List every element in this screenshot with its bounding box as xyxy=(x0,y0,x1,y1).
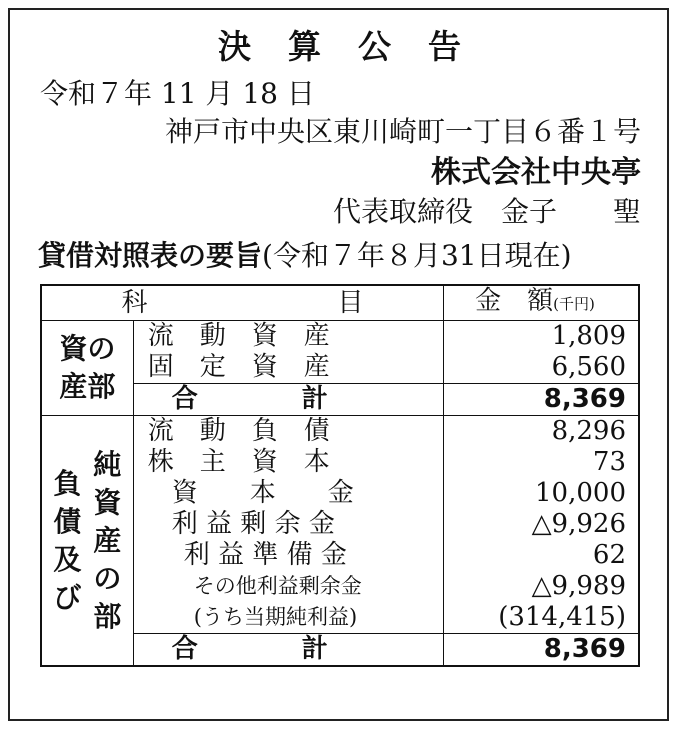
row-name: 合 計 xyxy=(133,384,443,416)
company-name: 株式会社中央亭 xyxy=(431,155,641,190)
row-name: 固 定 資 産 xyxy=(133,352,443,384)
header-item-right: 目 xyxy=(337,287,364,318)
row-value: 6,560 xyxy=(551,352,626,382)
row-name: 株 主 資 本 xyxy=(133,447,443,478)
row-name: 流 動 資 産 xyxy=(133,321,443,353)
row-value: 1,809 xyxy=(551,321,626,351)
assets-section-label: 資の 産部 xyxy=(41,321,133,416)
row-value: △9,989 xyxy=(531,571,626,601)
row-value: 73 xyxy=(592,447,626,477)
row-value: 8,369 xyxy=(444,384,639,416)
subtitle-main: 貸借対照表の要旨 xyxy=(38,239,263,272)
row-value: 8,369 xyxy=(444,634,639,667)
row-value: 8,296 xyxy=(444,416,639,448)
row-name: 流 動 負 債 xyxy=(133,416,443,448)
header-amount: 金 額(千円) xyxy=(444,285,639,321)
header-unit: (千円) xyxy=(553,295,595,313)
row-value: (314,415) xyxy=(498,602,626,632)
row-name: その他利益剰余金 xyxy=(133,571,443,602)
subtitle-date: (令和７年８月31日現在) xyxy=(262,239,572,272)
balance-sheet-table xyxy=(40,284,640,667)
row-name: 利 益 剰 余 金 xyxy=(133,509,443,540)
table-header-row xyxy=(41,285,639,321)
row-value: 10,000 xyxy=(535,478,626,508)
row-name: 資 本 金 xyxy=(133,478,443,509)
table-row xyxy=(41,321,639,353)
table-row xyxy=(41,416,639,448)
company-address: 神戸市中央区東川崎町一丁目６番１号 xyxy=(164,115,641,148)
header-item-left: 科 xyxy=(121,287,148,318)
representative: 代表取締役 金子 聖 xyxy=(332,195,641,228)
row-value: 62 xyxy=(592,540,626,570)
row-name: (うち当期純利益) xyxy=(133,602,443,634)
balance-sheet-subtitle xyxy=(38,239,572,272)
liabilities-section-label: 負 債 及 び 純 資 産 の 部 xyxy=(41,416,133,667)
notice-title: 決 算 公 告 xyxy=(218,27,463,66)
header-item xyxy=(41,285,444,321)
row-value: △9,926 xyxy=(531,509,626,539)
row-name: 利 益 準 備 金 xyxy=(133,540,443,571)
notice-date: 令和７年 11 月 18 日 xyxy=(40,77,315,110)
row-name: 合 計 xyxy=(133,634,443,667)
